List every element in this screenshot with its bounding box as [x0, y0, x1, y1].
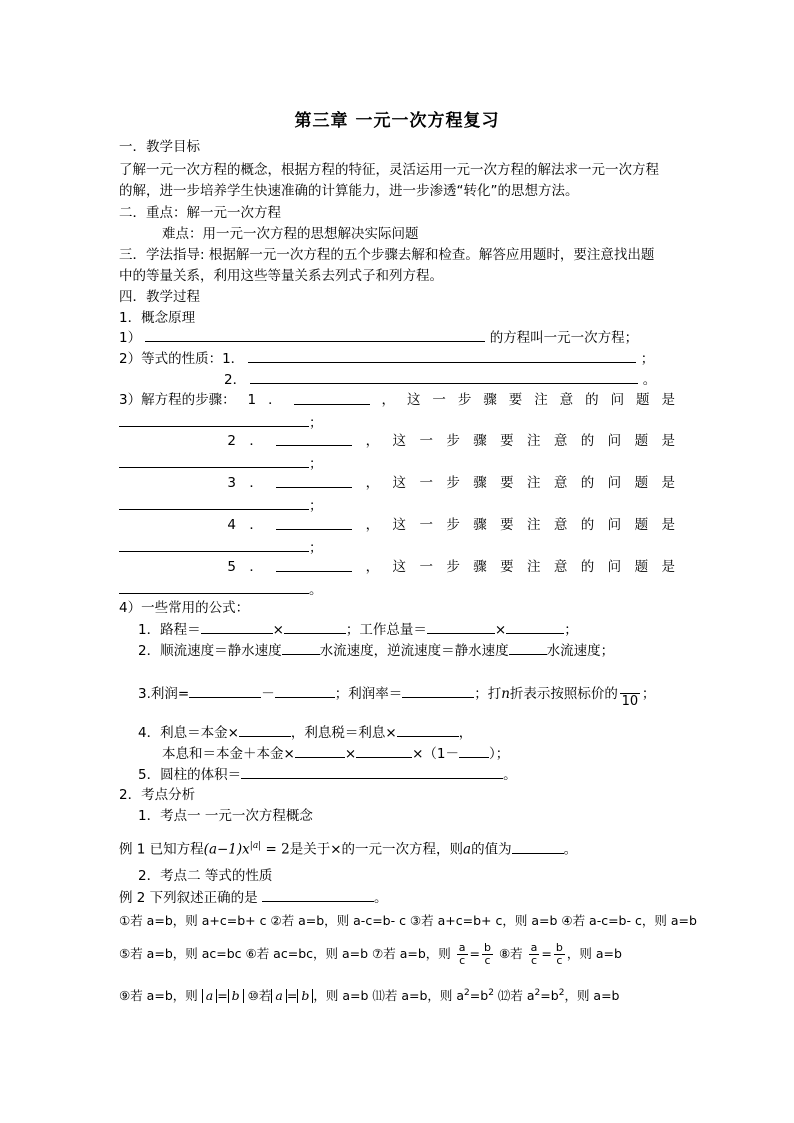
- step-answer-line: [119, 537, 323, 558]
- fraction-numerator-blank[interactable]: [620, 679, 640, 694]
- example-text: 的值为: [471, 841, 512, 858]
- step-char: 题: [634, 475, 649, 491]
- variable-n: n: [501, 686, 510, 702]
- property-blank-1[interactable]: [248, 348, 636, 363]
- formula-interest: [138, 722, 472, 743]
- step-char: 意: [553, 433, 568, 449]
- example-label: 例 2 下列叙述正确的是: [119, 890, 258, 906]
- property-label: 2）等式的性质：1．: [119, 351, 245, 367]
- formula-text: 水流速度；: [546, 643, 615, 659]
- step-row: [119, 431, 675, 451]
- step-char: 问: [607, 559, 622, 575]
- step-char: 题: [634, 559, 649, 575]
- fraction-a-over-c: [457, 942, 468, 967]
- example-2: [119, 887, 387, 908]
- solve-step-5: [119, 557, 675, 598]
- answer-blank[interactable]: [262, 887, 374, 902]
- formula-text: 本息和＝本金＋本金×: [162, 746, 295, 762]
- exam-point-2: 2．考点二 等式的性质: [138, 868, 273, 884]
- step-name-blank[interactable]: [294, 390, 370, 405]
- step-char: 这: [392, 559, 407, 575]
- step-char: 意: [559, 392, 574, 408]
- denominator: c: [531, 954, 538, 967]
- exponent: 2: [558, 988, 565, 998]
- formula-stream-speed: [138, 640, 614, 661]
- step-char: 这: [392, 517, 407, 533]
- page-title: 第三章 一元一次方程复习: [294, 111, 500, 131]
- formula-profit: [138, 679, 655, 709]
- key-point-heading: 二．重点：解一元一次方程: [119, 205, 281, 221]
- step-answer-line: [119, 579, 323, 600]
- step-char: 要: [500, 475, 514, 491]
- step-row: [119, 515, 675, 535]
- options-text: ⑿若 a: [493, 988, 535, 1004]
- step-char: 的: [580, 559, 595, 575]
- formula-text: －: [261, 686, 275, 702]
- fraction-b-over-c: [482, 942, 493, 967]
- property-number: 2．: [224, 372, 247, 388]
- teaching-process-heading: 四．教学过程: [119, 289, 200, 305]
- example-text: 是关于×的一元一次方程，则: [289, 841, 464, 858]
- punctuation: ；: [309, 456, 323, 472]
- formula-text: ×: [494, 622, 507, 638]
- section-objectives-heading: 一．教学目标: [119, 139, 200, 155]
- fraction-over-10: [620, 679, 640, 709]
- objectives-line-1: 了解一元一次方程的概念，根据方程的特征，灵活运用一元一次方程的解法求一元一次方程: [119, 162, 659, 178]
- method-line-2: 中的等量关系，利用这些等量关系去列式子和列方程。: [119, 268, 443, 284]
- formula-text: ；工作总量＝: [345, 622, 427, 638]
- example-label: 例 1 已知方程: [119, 841, 204, 858]
- objectives-line-2: 的解，进一步培养学生快速准确的计算能力，进一步渗透“转化”的思想方法。: [119, 183, 579, 199]
- formula-blank[interactable]: [397, 722, 459, 737]
- formula-blank[interactable]: [239, 722, 291, 737]
- step-indent: [119, 473, 214, 493]
- numerator: b: [483, 941, 491, 954]
- formula-text: 4．利息＝本金×: [138, 725, 239, 741]
- options-row-3: [119, 983, 619, 1006]
- fraction-b-over-c: [554, 942, 565, 967]
- formula-blank[interactable]: [275, 683, 335, 698]
- definition-suffix: 的方程叫一元一次方程；: [489, 330, 639, 346]
- step-char: ，: [381, 392, 395, 408]
- formula-blank[interactable]: [189, 683, 261, 698]
- step-char: 题: [636, 392, 650, 408]
- step-char: 是: [661, 475, 675, 491]
- formula-text: ，: [458, 725, 473, 741]
- abs-a: a: [271, 989, 286, 1003]
- step-char: 注: [527, 559, 541, 575]
- equals-sign: =: [469, 946, 480, 961]
- formula-text: ；利润率＝: [334, 686, 403, 702]
- formula-blank[interactable]: [459, 743, 489, 758]
- fraction-a-over-c: [529, 942, 540, 967]
- step-name-blank[interactable]: [276, 557, 352, 572]
- punctuation: 。: [642, 372, 657, 388]
- step-char: 注: [527, 517, 541, 533]
- step-char: 的: [580, 517, 595, 533]
- formula-text: ；: [564, 622, 578, 638]
- step-char: 这: [392, 433, 407, 449]
- fraction-denominator: 10: [621, 694, 639, 709]
- options-text: =b: [469, 988, 489, 1004]
- formula-text: 水流速度，逆流速度＝静水速度: [319, 643, 509, 659]
- step-char: 题: [634, 517, 649, 533]
- step-answer-line: [119, 412, 323, 433]
- formula-blank[interactable]: [284, 619, 346, 634]
- formula-text: 折表示按照标价的: [509, 686, 618, 702]
- step-char: 一: [432, 392, 446, 408]
- exam-point-1: 1．考点一 一元一次方程概念: [138, 808, 313, 824]
- step-char: ，: [365, 517, 380, 533]
- step-char: 骤: [473, 433, 487, 449]
- denominator: c: [484, 954, 491, 967]
- formula-text: ）；: [489, 746, 510, 762]
- step-indent: [119, 431, 214, 451]
- equals-sign: =: [286, 988, 298, 1004]
- step-char: ，: [365, 475, 380, 491]
- formula-text: 1．路程＝: [138, 622, 201, 638]
- exponent: 2: [488, 988, 494, 998]
- formula-principal-interest: [162, 743, 509, 764]
- step-dot: ．: [249, 559, 263, 575]
- step-dot: ．: [249, 433, 263, 449]
- definition-blank[interactable]: [145, 327, 485, 342]
- punctuation: ；: [309, 415, 323, 431]
- formula-blank[interactable]: [241, 764, 503, 779]
- step-number: 4: [227, 517, 236, 533]
- step-dot: ．: [249, 517, 263, 533]
- formula-blank[interactable]: [201, 619, 273, 634]
- step-char: 是: [661, 559, 675, 575]
- step-char: 要: [500, 433, 514, 449]
- step-char: 意: [553, 517, 568, 533]
- step-char: 问: [607, 475, 622, 491]
- concept-heading: 1．概念原理: [119, 310, 196, 326]
- punctuation: ；: [309, 498, 323, 514]
- equality-property-line-2: [224, 369, 656, 390]
- numerator: a: [530, 941, 538, 954]
- step-note-blank[interactable]: [119, 537, 309, 552]
- formula-distance: [138, 619, 578, 640]
- punctuation: ；: [640, 351, 655, 367]
- numerator: a: [458, 941, 466, 954]
- equality-property-line-1: [119, 348, 654, 369]
- step-char: 一: [419, 559, 433, 575]
- denominator: c: [459, 954, 466, 967]
- step-char: 是: [661, 433, 675, 449]
- step-number: 5: [227, 559, 236, 575]
- example-text: 。: [373, 890, 388, 906]
- step-char: 骤: [473, 517, 487, 533]
- step-number: 1: [247, 392, 257, 408]
- formula-blank[interactable]: [295, 743, 345, 758]
- options-text: ⑧若: [498, 946, 523, 961]
- formula-text: ；: [641, 686, 656, 702]
- punctuation: ；: [309, 540, 323, 556]
- options-text: ，则 a=b: [566, 946, 622, 961]
- step-char: 注: [527, 475, 541, 491]
- denominator: c: [556, 954, 563, 967]
- steps-intro: 3）解方程的步骤：: [119, 392, 236, 408]
- exponent: 2: [534, 988, 541, 998]
- equation-exponent: |a|: [249, 841, 262, 851]
- step-char: ，: [365, 433, 380, 449]
- step-char: 步: [446, 475, 460, 491]
- step-char: 问: [607, 433, 622, 449]
- step-note-blank[interactable]: [119, 495, 309, 510]
- step-number: 3: [227, 475, 236, 491]
- formula-text: ；打: [474, 686, 502, 702]
- formula-blank[interactable]: [509, 640, 547, 655]
- solve-step-1: [119, 390, 675, 431]
- step-answer-line: [119, 495, 323, 516]
- step-char: 注: [534, 392, 548, 408]
- step-answer-line: [119, 453, 323, 474]
- step-note-blank[interactable]: [119, 453, 309, 468]
- formula-blank[interactable]: [427, 619, 495, 634]
- step-char: 的: [580, 475, 595, 491]
- item-number: 1）: [119, 330, 142, 346]
- equals-sign: =: [541, 946, 552, 961]
- step-char: 一: [419, 433, 433, 449]
- options-row-1: ①若 a=b，则 a+c=b+ c ②若 a=b，则 a-c=b- c ③若 a+c=b+ c，则 a=b ④若 a-c=b- c，则 a=b: [119, 913, 697, 928]
- step-char: 步: [446, 433, 460, 449]
- step-note-blank[interactable]: [119, 412, 309, 427]
- step-char: 骤: [473, 559, 487, 575]
- step-char: 题: [634, 433, 649, 449]
- formula-blank[interactable]: [356, 743, 412, 758]
- abs-a: a: [202, 989, 217, 1003]
- formula-text: 3.利润=: [138, 686, 190, 702]
- step-char: 意: [553, 475, 568, 491]
- step-name-blank[interactable]: [276, 431, 352, 446]
- step-char: 步: [446, 517, 460, 533]
- step-char: 骤: [473, 475, 487, 491]
- options-text: ⑨若 a=b，则: [119, 988, 198, 1004]
- step-dot: ．: [249, 475, 263, 491]
- abs-b: b: [228, 989, 244, 1003]
- step-char: 这: [406, 392, 421, 408]
- concept-definition-line: [119, 327, 638, 348]
- formula-text: ×: [344, 746, 357, 762]
- step-indent: [119, 515, 214, 535]
- step-char: 问: [607, 517, 622, 533]
- step-char: 要: [500, 517, 514, 533]
- step-name-blank[interactable]: [276, 515, 352, 530]
- method-line-1: 三．学法指导: 根据解一元一次方程的五个步骤去解和检查。解答应用题时，要注意找出题: [119, 247, 655, 263]
- step-char: 意: [553, 559, 568, 575]
- step-char: 一: [419, 517, 433, 533]
- step-char: ，: [365, 559, 380, 575]
- example-1: [119, 836, 577, 860]
- formula-blank[interactable]: [506, 619, 564, 634]
- formula-text: ×: [272, 622, 284, 638]
- exam-points-heading: 2．考点分析: [119, 787, 196, 803]
- solve-step-2: [119, 431, 675, 472]
- options-text: ⑩若: [247, 988, 272, 1004]
- formulas-heading: 4）一些常用的公式：: [119, 600, 250, 616]
- step-char: 问: [610, 392, 625, 408]
- options-row-2: [119, 942, 622, 967]
- options-text: =b: [540, 988, 559, 1004]
- step-row: [119, 390, 675, 410]
- example-text: 。: [563, 841, 578, 858]
- formula-text: 。: [503, 767, 517, 783]
- step-note-blank[interactable]: [119, 579, 309, 594]
- step-char: 的: [580, 433, 595, 449]
- step-row: [119, 557, 675, 577]
- step-char: 要: [500, 559, 514, 575]
- formula-blank[interactable]: [402, 683, 474, 698]
- solve-step-3: [119, 473, 675, 514]
- formula-text: 2．顺流速度＝静水速度: [138, 643, 282, 659]
- variable-a: a: [463, 841, 472, 858]
- formula-cylinder-volume: [138, 764, 517, 785]
- step-number: 2: [227, 433, 236, 449]
- equation-lhs: (a−1)x: [203, 841, 250, 858]
- punctuation: 。: [309, 582, 323, 598]
- options-text: ，则 a=b ⑾若 a=b，则 a: [313, 988, 465, 1004]
- step-char: 注: [527, 433, 541, 449]
- step-char: 是: [661, 392, 675, 408]
- difficulty-line: 难点：用一元一次方程的思想解决实际问题: [162, 226, 419, 242]
- formula-text: ，利息税＝利息×: [290, 725, 397, 741]
- options-text: ⑤若 a=b，则 ac=bc ⑥若 ac=bc，则 a=b ⑦若 a=b，则: [119, 946, 451, 961]
- formula-text: 5．圆柱的体积＝: [138, 767, 242, 783]
- step-char: 要: [508, 392, 523, 408]
- formula-text: ×（1－: [412, 746, 460, 762]
- abs-b: b: [297, 989, 313, 1003]
- step-char: 步: [446, 559, 460, 575]
- numerator: b: [555, 941, 563, 954]
- step-row: [119, 473, 675, 493]
- answer-blank[interactable]: [512, 839, 564, 854]
- step-char: 一: [419, 475, 433, 491]
- exponent: 2: [464, 988, 470, 998]
- equation-rhs: = 2: [261, 841, 290, 858]
- options-text: ，则 a=b: [564, 988, 620, 1004]
- property-blank-2[interactable]: [250, 369, 638, 384]
- step-char: 这: [392, 475, 407, 491]
- step-char: 步: [457, 392, 472, 408]
- step-name-blank[interactable]: [276, 473, 352, 488]
- step-dot: ．: [268, 392, 282, 408]
- equals-sign: =: [217, 988, 228, 1004]
- step-char: 是: [661, 517, 675, 533]
- step-char: 的: [585, 392, 599, 408]
- formula-blank[interactable]: [282, 640, 320, 655]
- step-indent: [119, 557, 214, 577]
- step-char: 骤: [483, 392, 497, 408]
- solve-step-4: [119, 515, 675, 556]
